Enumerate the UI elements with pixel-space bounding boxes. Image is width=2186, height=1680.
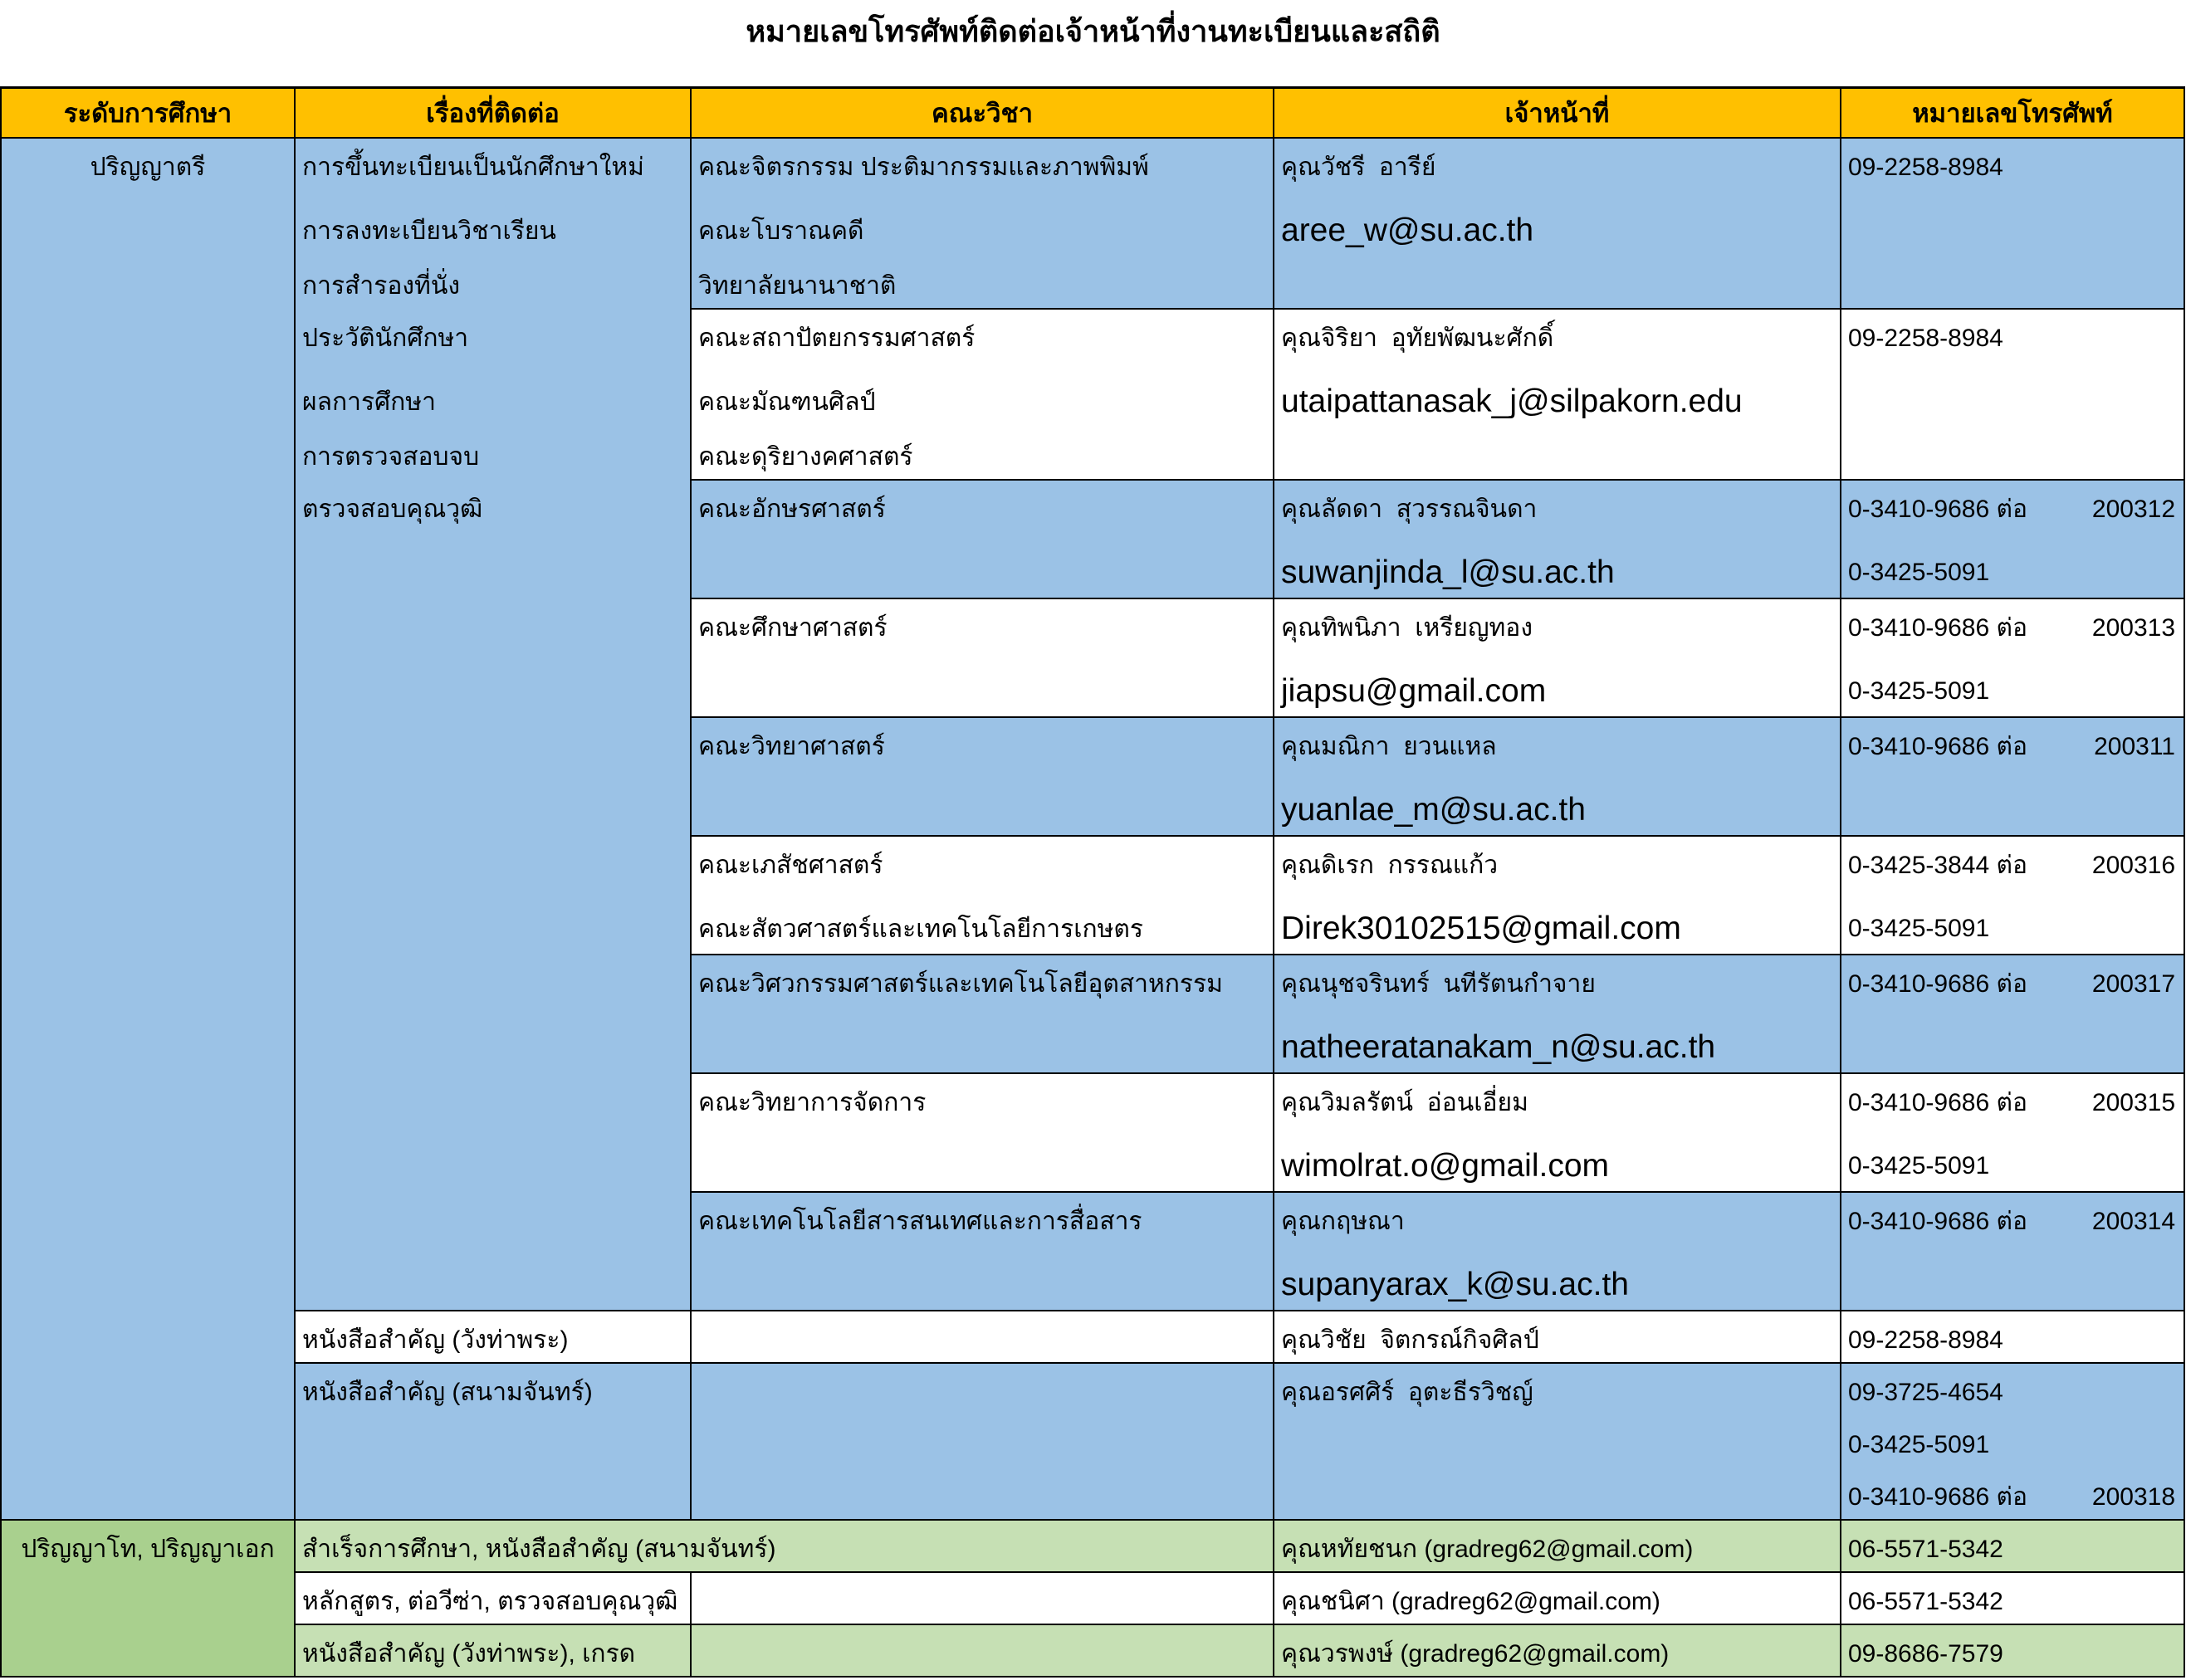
staff-cell [1274,1625,1841,1678]
staff-cell [1274,1074,1841,1193]
phone-line [1841,1573,2184,1625]
staff-name: คุณทิพนิภา เหรียญทอง [1281,614,1533,642]
phone-cell [1841,481,2185,599]
phone-cell [1841,1311,2185,1364]
phone-line [1841,1364,2184,1416]
topic-item: การตรวจสอบจบ [302,443,480,471]
header-topic: เรื่องที่ติดต่อ [296,86,692,139]
phone-line [1841,837,2184,889]
staff-name: คุณนุชจรินทร์ นทีรัตนกำจาย [1281,970,1596,998]
staff-name: คุณวัชรี อารีย์ [1281,154,1436,181]
faculty-cell [692,1193,1274,1311]
faculty-cell [692,310,1274,481]
phone-number: 0-3410-9686 ต่อ [1848,733,2027,760]
phone-line [1841,652,2184,718]
faculty-cell [692,718,1274,837]
phone-line [1841,481,2184,533]
header-staff: เจ้าหน้าที่ [1274,86,1841,139]
phone-number: 06-5571-5342 [1848,1587,2003,1615]
phone-number: 0-3425-5091 [1848,915,1990,942]
phone-cell [1841,1193,2185,1311]
phone-line [1841,1311,2184,1364]
header-faculty: คณะวิชา [692,86,1274,139]
faculty-name: คณะโบราณคดี [698,217,864,245]
faculty-cell-empty [692,1364,1274,1521]
faculty-name: คณะสัตวศาสตร์และเทคโนโลยีการเกษตร [698,915,1143,943]
staff-name: คุณกฤษณา [1281,1208,1405,1235]
faculty-name: คณะเทคโนโลยีสารสนเทศและการสื่อสาร [698,1208,1142,1235]
phone-extension: 200316 [2091,851,2175,879]
staff-email: wimolrat.o@gmail.com [1281,1148,1610,1184]
phone-number: 0-3425-5091 [1848,1152,1990,1179]
phone-extension: 200314 [2091,1207,2175,1235]
topic-cell [296,1364,692,1521]
staff-cell [1274,481,1841,599]
staff-cell [1274,310,1841,481]
phone-line [1841,1416,2184,1468]
faculty-name: คณะจิตรกรรม ประติมากรรมและภาพพิมพ์ [698,154,1149,181]
phone-line [1841,1521,2184,1573]
faculty-name: คณะสถาปัตยกรรมศาสตร์ [698,325,976,352]
phone-number: 09-2258-8984 [1848,324,2003,352]
staff-name: คุณวิชัย จิตกรณ์กิจศิลป์ [1281,1326,1539,1354]
phone-extension: 200318 [2091,1482,2175,1511]
topic-item: การลงทะเบียนวิชาเรียน [302,217,556,245]
faculty-cell-empty [692,1625,1274,1678]
faculty-cell [692,837,1274,955]
phone-number: 06-5571-5342 [1848,1535,2003,1563]
phone-number: 0-3410-9686 ต่อ [1848,1089,2027,1116]
phone-cell [1841,310,2185,481]
staff-name: คุณจิริยา อุทัยพัฒนะศักดิ์ [1281,325,1554,352]
phone-extension: 200315 [2091,1088,2175,1116]
phone-line [1841,1126,2184,1193]
level-cell-undergrad [0,139,296,1521]
staff-email: Direk30102515@gmail.com [1281,911,1681,946]
topic-cell [296,1573,692,1625]
phone-number: 0-3425-5091 [1848,559,1990,586]
phone-line [1841,1074,2184,1126]
faculty-name: วิทยาลัยนานาชาติ [698,272,897,300]
staff-email: yuanlae_m@su.ac.th [1281,792,1586,828]
staff-name: คุณวรพงษ์ (gradreg62@gmail.com) [1281,1640,1670,1668]
staff-email: aree_w@su.ac.th [1281,212,1534,248]
topics-cell [296,139,692,1311]
staff-cell [1274,1311,1841,1364]
phone-cell [1841,718,2185,837]
phone-number: 09-8686-7579 [1848,1639,2003,1668]
faculty-cell-empty [692,1311,1274,1364]
phone-line [1841,599,2184,652]
phone-number: 0-3410-9686 ต่อ [1848,1208,2027,1235]
staff-cell [1274,1573,1841,1625]
faculty-cell-empty [692,1573,1274,1625]
faculty-cell [692,599,1274,718]
faculty-name: คณะมัณฑนศิลป์ [698,388,876,416]
staff-cell [1274,139,1841,310]
topic-item: สำเร็จการศึกษา, หนังสือสำคัญ (สนามจันทร์) [302,1536,776,1563]
header-level: ระดับการศึกษา [0,86,296,139]
faculty-name: คณะเภสัชศาสตร์ [698,852,883,879]
staff-name: คุณลัดดา สุวรรณจินดา [1281,496,1538,523]
phone-number: 09-3725-4654 [1848,1378,2003,1406]
faculty-name: คณะศึกษาศาสตร์ [698,614,888,642]
topic-item: ตรวจสอบคุณวุฒิ [302,496,483,523]
phone-number: 09-2258-8984 [1848,1326,2003,1354]
faculty-cell [692,481,1274,599]
faculty-name: คณะดุริยางคศาสตร์ [698,443,913,471]
phone-line [1841,1193,2184,1245]
phone-cell [1841,139,2185,310]
level-label: ปริญญาตรี [90,154,206,181]
phone-line [1841,955,2184,1008]
staff-cell [1274,599,1841,718]
phone-line [1841,718,2184,770]
phone-extension: 200313 [2091,613,2175,642]
phone-extension: 200311 [2094,732,2175,760]
staff-email: utaipattanasak_j@silpakorn.edu [1281,383,1743,419]
faculty-name: คณะวิทยาศาสตร์ [698,733,885,760]
phone-cell [1841,1521,2185,1573]
phone-cell [1841,837,2185,955]
staff-cell [1274,1193,1841,1311]
topic-cell [296,1311,692,1364]
phone-line [1841,889,2184,955]
topic-item: ประวัตินักศึกษา [302,325,469,352]
staff-cell [1274,837,1841,955]
phone-line [1841,1468,2184,1521]
faculty-name: คณะวิศวกรรมศาสตร์และเทคโนโลยีอุตสาหกรรม [698,970,1223,998]
phone-number: 0-3425-5091 [1848,1430,1990,1458]
staff-cell [1274,955,1841,1074]
phone-line [1841,533,2184,599]
staff-cell [1274,718,1841,837]
phone-cell [1841,1573,2185,1625]
staff-name: คุณวิมลรัตน์ อ่อนเอี่ยม [1281,1089,1528,1116]
header-phone: หมายเลขโทรศัพท์ [1841,86,2185,139]
faculty-name: คณะอักษรศาสตร์ [698,496,886,523]
staff-email: supanyarax_k@su.ac.th [1281,1267,1629,1302]
staff-email: natheeratanakam_n@su.ac.th [1281,1029,1716,1065]
topic-item: หลักสูตร, ต่อวีซ่า, ตรวจสอบคุณวุฒิ [302,1588,678,1615]
faculty-cell [692,955,1274,1074]
faculty-cell [692,139,1274,310]
phone-number: 0-3425-3844 ต่อ [1848,852,2027,879]
staff-email: jiapsu@gmail.com [1281,673,1547,709]
phone-extension: 200317 [2091,969,2175,998]
phone-line [1841,139,2184,191]
phone-extension: 200312 [2091,495,2175,523]
topic-item: การสำรองที่นั่ง [302,272,460,300]
staff-name: คุณหทัยชนก (gradreg62@gmail.com) [1281,1536,1694,1563]
staff-cell [1274,1364,1841,1521]
staff-email: suwanjinda_l@su.ac.th [1281,554,1615,590]
topic-cell [296,1521,1274,1573]
phone-number: 0-3410-9686 ต่อ [1848,496,2027,523]
faculty-cell [692,1074,1274,1193]
level-label: ปริญญาโท, ปริญญาเอก [21,1536,275,1563]
topic-cell [296,1625,692,1678]
phone-number: 09-2258-8984 [1848,153,2003,181]
phone-cell [1841,1364,2185,1521]
staff-name: คุณมณิกา ยวนแหล [1281,733,1497,760]
topic-item: หนังสือสำคัญ (สนามจันทร์) [302,1379,593,1406]
phone-number: 0-3410-9686 ต่อ [1848,970,2027,998]
topic-item: หนังสือสำคัญ (วังท่าพระ), เกรด [302,1640,636,1668]
phone-cell [1841,955,2185,1074]
staff-cell [1274,1521,1841,1573]
topic-item: การขึ้นทะเบียนเป็นนักศึกษาใหม่ [302,154,644,181]
phone-number: 0-3425-5091 [1848,677,1990,705]
level-cell-graduate [0,1521,296,1678]
staff-name: คุณดิเรก กรรณแก้ว [1281,852,1499,879]
phone-line [1841,310,2184,362]
topic-item: ผลการศึกษา [302,388,436,416]
faculty-name: คณะวิทยาการจัดการ [698,1089,927,1116]
phone-cell [1841,1625,2185,1678]
staff-name: คุณชนิศา (gradreg62@gmail.com) [1281,1588,1660,1615]
topic-item: หนังสือสำคัญ (วังท่าพระ) [302,1326,569,1354]
page-title: หมายเลขโทรศัพท์ติดต่อเจ้าหน้าที่งานทะเบียนและสถิติ [746,14,1440,48]
phone-number: 0-3410-9686 ต่อ [1848,614,2027,642]
phone-cell [1841,1074,2185,1193]
staff-name: คุณอรศศิร์ อุตะธีรวิชญ์ [1281,1379,1533,1406]
phone-cell [1841,599,2185,718]
phone-number: 0-3410-9686 ต่อ [1848,1483,2027,1511]
phone-line [1841,1625,2184,1678]
